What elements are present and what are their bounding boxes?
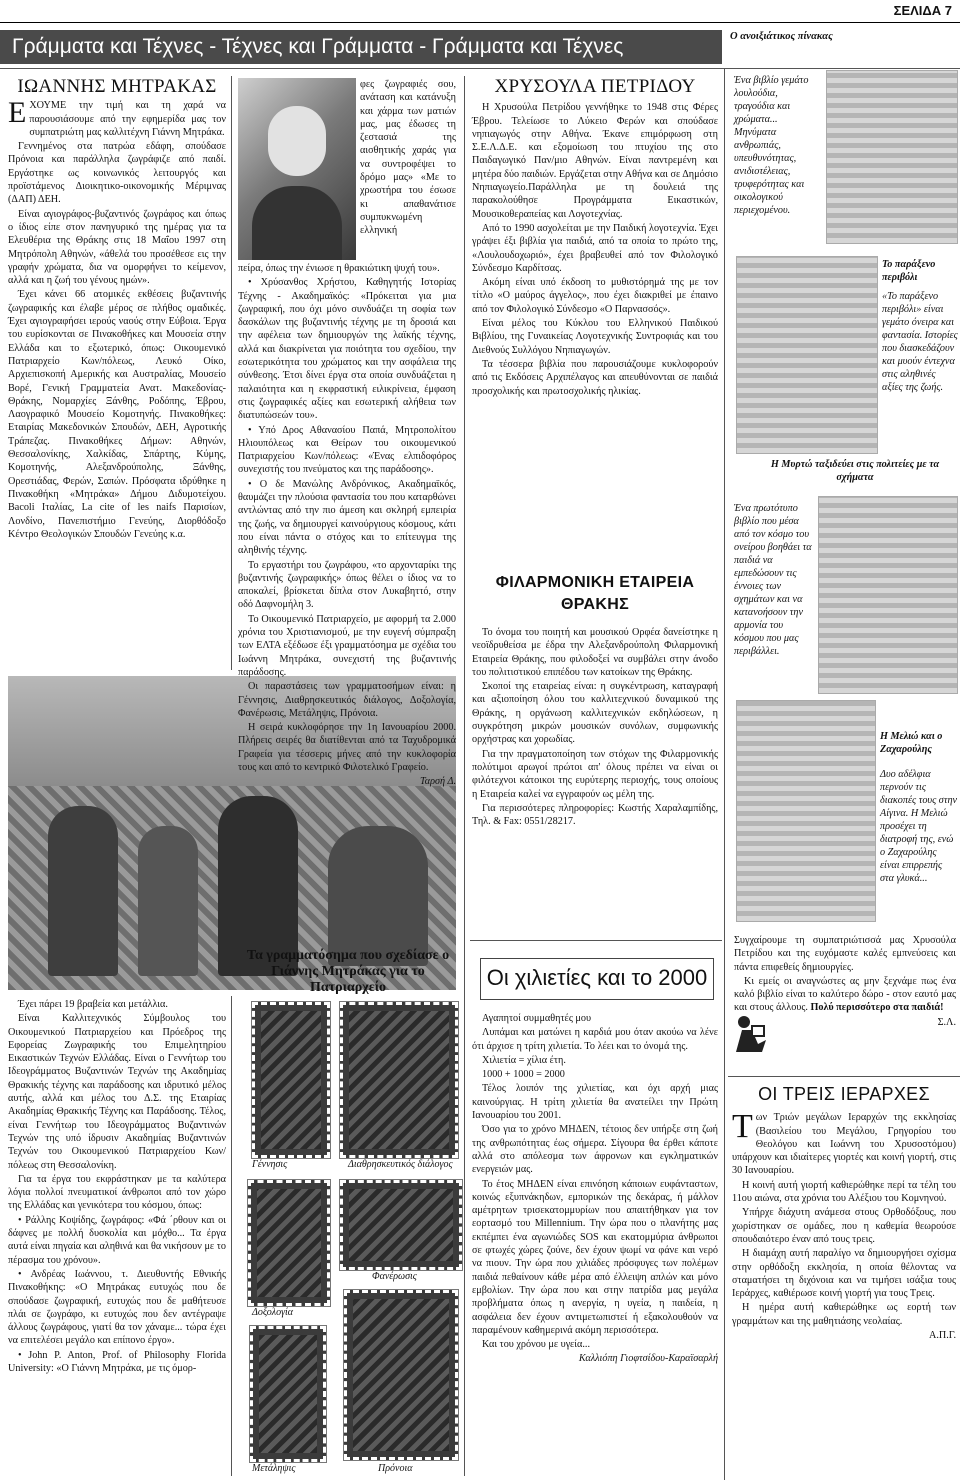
mid-p0-wrap	[360, 78, 456, 239]
philharmonic-p2: Σκοποί της εταιρείας είναι: η συγκέντρωση, καταγραφή και αξιοποίηση όλου του καλλιτεχνικού δυναμικού της Θράκης, η οργάνωση καλλιτεχνικών εκδηλώσεων, η συγκρότηση μικρών μουσικών συνόλων, συμφωνικής ορχήστρας και χορωδίας.	[472, 681, 718, 746]
masthead-rule	[0, 68, 960, 69]
millennium-p2: Λυπάμαι και ματώνει η καρδιά μου όταν ακούω να λένε ότι άρχισε η τρίτη χιλιετία. Το λέει και το όνομά της.	[472, 1027, 718, 1052]
mid-p7: Η σειρά κυκλοφόρησε την 1η Ιανουαρίου 2000. Πλήρεις σειρές θα διατίθενται από τα Ταχυδρομικά Γραφεία για τέσσερις μήνες από την κυκλοφορία τους και από το κεντρικό Φιλοτελικό Γραφείο.	[238, 722, 456, 773]
millennium-p7: Το έτος ΜΗΔΕΝ είναι επινόηση κάποιων ευφάνταστων, κοινώς εξυπνάκηδων, εμπορικών της δεκάρας, ή μάλλον αμέτρητων τρισεκατομμυρίων που απαιτήθηκαν για τον εορτασμό του Millennium. Την ώρα που ο πλανήτης μας εκπέμπει ένα αγωνιώδες SOS και εκατομμύρια άνθρωποι σε φτωχές χώρες ζούνε, δεν έχουν ψωμί να φάνε και νερό να πιουν. Την ώρα που χιλιάδες πρόσφυγες των πολέμων παιδιά πεθαίνουν κάθε μέρα από έλλειψη απλών και μόνο εμβολίων. Την ώρα που και στην πατρίδα μας μεγάλα προβλήματα όπως η ανεργία, η υγεία, η παιδεία, η ασφάλεια δεν έχουν αντιμετωπιστεί ή εξακολουθούν να παραμένουν καθημερινά ακόμη περισσότερα.	[472, 1178, 718, 1336]
hierarchs-p1: ων Τριών μεγάλων Ιεραρχών της εκκλησίας (Βασιλείου του Μεγάλου, Γρηγορίου του Θεολόγου και Ιωάννη του Χρυσοστόμου) υπάρχουν και ιδιαίτερες γιορτές και κοινή γιορτή, στις 30 Ιανουαρίου.	[732, 1112, 956, 1177]
book-cover-1	[826, 70, 958, 244]
caption-fanerosis: Φανέρωσις	[372, 1271, 417, 1282]
mid-p5: Το Οικουμενικό Πατριαρχείο, με αφορμή τα 2.000 χρόνια του Χριστιανισμού, με την ευγενή σύμπραξη των ΕΛΤΑ εξέδωσε έξι γραμματόσημα με σχέδια του Ιωάννη Μητράκα, συνεχιστή της βυζαντινής παράδοσης.	[238, 613, 456, 678]
col-divider-1	[231, 76, 232, 670]
millennium-article	[472, 1012, 718, 1367]
mitrakas-p1: ΧΟΥΜΕ την τιμή και τη χαρά να παρουσιάσουμε από την εφημερίδα μας τον συμπατριώτη μας καλλιτέχνη Γιάννη Μητράκα.	[29, 100, 226, 138]
stamp-dialogos	[340, 1002, 458, 1158]
caption-gennisis: Γέννησις	[252, 1159, 288, 1170]
book1-text: «Το παράξενο περιβόλι» είναι γεμάτο όνειρα και φαντασία. Ιστορίες που διασκεδάζουν και μυούν έντεχνα στις αληθινές αξίες της ζωής.	[882, 291, 958, 393]
caption-doxologia: Δοξολογία	[252, 1307, 294, 1318]
philharmonic-p1: Το όνομα του ποιητή και μουσικού Ορφέα δανείστηκε η νεοϊδρυθείσα με έδρα την Αλεξανδρούπολη Φιλαρμονική Εταιρεία Θράκης, που φιλοδοξεί να συμβάλει στην άνοδο του πολιτιστικού επιπέδου των κατοίκων της Θράκης.	[472, 627, 718, 678]
page-number: ΣΕΛΙΔΑ 7	[893, 3, 952, 18]
row-divider-mid	[470, 940, 722, 941]
mid-sign: Ταρσή Δ.	[420, 776, 456, 788]
book-cover-3	[818, 496, 958, 694]
philharmonic-p3: Για την πραγματοποίηση των στόχων της Φιλαρμονικής πολύτιμοι αρωγοί πρώτοι απ' όλους πρέπει να είναι οι φιλότεχνοι κάτοικοι της ευρύτερης περιοχής, τους οποίους η Εταιρεία καλεί να εγγραφούν ως μέλη της.	[472, 748, 718, 800]
petridou-p5: Τα τέσσερα βιβλία που παρουσιάζουμε κυκλοφορούν από τις Εκδόσεις Αρχιπέλαγος και απευθύνονται σε παιδιά προσχολικής και πρωτοσχολικής ηλικίας.	[472, 358, 718, 397]
mitrakas-p2: Γεννημένος στα πατρώα εδάφη, σπούδασε Πρόνοια και παράλληλα ζωγράφιζε από παιδί. Εργάστηκε ως κοινωνικός λειτουργός και προϊστάμενος Διοικητικο-οικονομικής Μέριμνας (ΔΑΠ) ΔΕΗ.	[8, 141, 226, 206]
mitrakas-title: ΙΩΑΝΝΗΣ ΜΗΤΡΑΚΑΣ	[17, 76, 217, 97]
millennium-title: Οι χιλιετίες και το 2000	[486, 965, 708, 990]
stamps-section	[238, 948, 458, 996]
mitrakas-article-cont	[8, 998, 226, 1376]
millennium-p1: Αγαπητοί συμμαθητές μου	[482, 1013, 591, 1024]
mitrakas-p10: • John P. Anton, Prof. of Philosophy Florida University: «Ο Γιάννη Μητράκα, με τις όμορ-	[8, 1349, 226, 1375]
millennium-title-box	[480, 958, 714, 1000]
mid-column	[238, 262, 456, 790]
caption-pronoia: Πρόνοια	[378, 1463, 413, 1474]
congrats-bold: Πολύ περισσότερο στα παιδιά!	[810, 1002, 944, 1014]
stamp-pronoia	[344, 1290, 458, 1460]
hierarchs-p2: Η κοινή αυτή γιορτή καθιερώθηκε περί τα τέλη του 11ου αιώνα, στα χρόνια του Αλέξιου του Κομνηνού.	[732, 1179, 956, 1205]
book1-title: Το παράξενο περιβόλι	[882, 259, 936, 283]
spring-header: Ο ανοιξιάτικος πίνακας	[730, 31, 833, 42]
hierarchs-title: ΟΙ ΤΡΕΙΣ ΙΕΡΑΡΧΕΣ	[758, 1084, 930, 1104]
book-intro: Ένα βιβλίο γεμάτο λουλούδια, τραγούδια και χρώματα... Μηνύματα ανθρωπιάς, υπευθυνότητας, ανιδιοτέλειας, τρυφερότητας και οικολογικού περιεχομένου.	[734, 75, 809, 216]
mid-p1: • Χρύσανθος Χρήστου, Καθηγητής Ιστορίας Τέχνης - Ακαδημαϊκός: «Πρόκειται για μια ζωγραφική, που όχι μόνο συνδυάζει τη σοφία των δασκάλων της βυζαντινής τέχνης με τη δροσιά και την αφέλεια των δημιουργών της λαϊκής τέχνης, αλλά και διακρίνεται για ποιότητα του σχεδίου, την εσωτερικότητα του χρώματος και την ασφάλεια της σύνθεσης. Έτσι δίνει έργα στα οποία συνδυάζεται η παλαιότητα και η εκφραστική ειλικρίνεια, έμφαση στις ζωγραφικές αξίες και εσωτερική αλήθεια των διατυπώσεών του».	[238, 277, 456, 422]
caption-metalipsis: Μετάληψις	[252, 1463, 296, 1474]
congrats-text: Συγχαίρουμε τη συμπατριώτισσά μας Χρυσούλα Πετρίδου και της ευχόμαστε καλές εμπνεύσεις και πάντα επιφεθείς δημιουργίες.	[734, 935, 956, 973]
book2-text: Ένα πρωτότυπο βιβλίο που μέσα από τον κόσμο του ονείρου βοηθάει τα παιδιά να εμπεδώσουν τις έννοιες των σχημάτων και να κατανοήσουν την αρμονία του κόσμου που μας περιβάλλει.	[734, 503, 812, 657]
hierarchs-p3: Υπήρχε διάχυτη ανάμεσα στους Ορθοδόξους, που χωρίστηκαν σε ομάδες, που η καθεμία θεωρούσε σπουδαιότερο έναν από τους τρεις.	[732, 1207, 956, 1245]
mid-p2: • Υπό Δρος Αθανασίου Παπά, Μητροπολίτου Ηλιουπόλεως και Θείρων του οικουμενικού Πατριαρχείου Κων/πόλεως: «Ένας ελπιδοφόρος συνεχιστής του πνεύματος και της παράδοσης».	[238, 424, 456, 476]
mitrakas-p4: Έχει κάνει 66 ατομικές εκθέσεις βυζαντινής ζωγραφικής και έλαβε μέρος σε πλήθος ομαδικές. Έχει αγιογραφήσει ιερούς ναούς στην Εύβοια. Έργα του ευρίσκονται σε Πινακοθήκες και Μουσεία στην Ελλάδα και το εξωτερικό, όπως: Οικουμενικό Πατριαρχείο Κων/πόλεως, Λευκό Οίκο, Αρχιεπισκοπή Αμερικής και Αυστραλίας, Μουσείο Βορέ, Γενική Γραμματεία Ανατ. Μακεδονίας-Θράκης, Νομαρχίες Ξάνθης, Ροδόπης, Έβρου, Λαογραφικό Μουσείο Κομοτηνής. Πινακοθήκες: Εταιρίας Μακεδονικών Σπουδών, ΔΕΗ, Αγροτικής Τράπεζας. Πινακοθήκες Δήμων: Αθηνών, Θεσσαλονίκης, Χαλκίδας, Σπάρτης, Κύμης, Κομοτηνής, Αλεξανδρούπολης, Ξάνθης, Ορεστιάδας, Φερών, Σαπών. Πρόσφατα ιδρύθηκε η Πινακοθήκη «Μητράκα» Δήμου Διδυμοτείχου. Bacoli Ιταλίας, La cite of les naifs Παρισίων, Λονδίνο, Πανεπιστήμιο Γενεύης, Διορθόδοξο Κέντρο Θεολογικών Σπουδών Γενεύης κ.α.	[8, 289, 226, 540]
book-cover-2	[736, 256, 878, 454]
hierarchs-p5: Η ημέρα αυτή καθιερώθηκε ως εορτή των γραμμάτων και της μαθητιάσης νεολαίας.	[732, 1302, 956, 1327]
petridou-p3: Ακόμη είναι υπό έκδοση το μυθιστόρημά της με τον τίτλο «Ο μαύρος άγγελος», που έχει διακριθεί με έπαινο από τον Φιλολογικό Σύνδεσμο «Ο Παρνασσός».	[472, 277, 718, 315]
stamp-doxologia	[248, 1180, 330, 1306]
philharmonic-article	[472, 572, 718, 829]
hierarchs-sign: Α.Π.Γ.	[928, 1330, 956, 1342]
hierarchs-p4: Η διαμάχη αυτή παραλίγο να δημιουργήσει σχίσμα στην ορθόδοξη εκκλησία, η οποία θέλοντας να σταματήσει τη διχόνοια και να τιμήσει ισάξια τους Ιεράρχες, καθιέρωσε κοινή γιορτή για τους Τρεις.	[732, 1248, 956, 1300]
mitrakas-p8: • Ράλλης Κοψίδης, ζωγράφος: «Φά ΄ρθουν και οι δάφνες με πολλή δυσκολία και μόχθο... Τα έργα αυτά είναι πηγαία και αληθινά και θα νικήσουν με το πέρασμα του χρόνου».	[8, 1214, 226, 1266]
mitrakas-p7: Για τα έργα του εκφράστηκαν με τα καλύτερα λόγια πολλοί πνευματικοί άνθρωποι από τον χώρο της Ελλάδας και γενικότερα του κόσμου, όπως:	[8, 1173, 226, 1212]
philharmonic-title: ΦΙΛΑΡΜΟΝΙΚΗ ΕΤΑΙΡΕΙΑ ΘΡΑΚΗΣ	[495, 574, 695, 613]
masthead-title: Γράμματα και Τέχνες - Τέχνες και Γράμματα - Γράμματα και Τέχνες	[12, 35, 624, 58]
masthead-bar	[0, 30, 722, 64]
millennium-p4: 1000 + 1000 = 2000	[482, 1069, 565, 1081]
book3-title: Η Μελιώ και ο Ζαχαρούλης	[880, 731, 943, 755]
col-divider-2	[464, 76, 465, 1476]
mitrakas-p5: Έχει πάρει 19 βραβεία και μετάλλια.	[18, 999, 168, 1010]
philharmonic-p4: Για περισσότερες πληροφορίες: Κωστής Χαραλαμπίδης, Τηλ. & Fax: 0551/28217.	[472, 802, 718, 828]
millennium-p8: Και του χρόνου με υγεία...	[482, 1339, 591, 1351]
mitrakas-p6: Είναι Καλλιτεχνικός Σύμβουλος του Οικουμενικού Πατριαρχείου και Πρόεδρος της Εφορείας Ζωγραφικής του Επιμελητηρίου Εικαστικών Τεχνών Ελλάδας. Είναι ο Γεννήτωρ του Ιδεογράμματος Βυζαντινών Τεχνών της Ακαδημίας Θρακικής τέχνης και παράδοσης και ιδρυτικό μέλος αυτής, αλλά και μέλος του Δ.Σ. της Εταιρίας Ακαδημίας Θρακικής Τέχνης και Παράδοσης. Τέλος, είναι Γεννήτωρ του Ιδεογράμματος Βυζαντινών Τεχνών της υπό ίδρυσιν Ακαδημίας Βυζαντινών Τεχνών του Οικουμενικού Πατριαρχείου Κων/πόλεως στη Θεσσαλονίκη.	[8, 1013, 226, 1171]
hierarchs-dropcap: Τ	[732, 1108, 753, 1146]
book2-title: Η Μυρτώ ταξιδεύει στις πολιτείες με τα σχήματα	[770, 459, 940, 483]
book-cover-4	[736, 700, 876, 922]
petridou-p4: Είναι μέλος του Κύκλου του Ελληνικού Παιδικού Βιβλίου, της Γυναικείας Λογοτεχνικής Συντροφιάς και του Διεθνούς Συλλόγου Νηπιαγωγών.	[472, 318, 718, 356]
mid-p0: φες ζωγραφιές σου, ανάταση και κατάνυξη και χάρμα των ματιών μας, μας έδωσες τη ζεστασιά της αισθητικής χαράς για να συντροφέψει το δρόμο μας» «Με το χρωστήρα του έσωσε κι απαθανάτισε συμπυκνωμένη ελληνική	[360, 79, 456, 237]
mid-p0b: πείρα, όπως την ένιωσε η θρακιώτικη ψυχή του».	[238, 263, 440, 274]
book3-text: Δυο αδέλφια περνούν τις διακοπές τους στην Αίγινα. Η Μελιώ προσέχει τη διατροφή της, ενώ ο Ζαχαρούλης είναι επιρρεπής στα γλυκά...	[880, 769, 958, 884]
mid-p4: Το εργαστήρι του ζωγράφου, «το αρχονταρίκι της βυζαντινής ζωγραφικής» όπως θέλει ο ίδιος να το αποκαλεί, βρίσκεται δίπλα στον Λυκαβηττό, στην οδό Δαφνομήλη 3.	[238, 559, 456, 611]
petridou-p1: Η Χρυσούλα Πετρίδου γεννήθηκε το 1948 στις Φέρες Έβρου. Τελείωσε το Λύκειο Φερών και σπούδασε νηπιαγωγός στην Αθήνα. Έκανε επιμόρφωση στη Σ.Ε.Λ.Δ.Ε. και εξομοίωση του πτυχίου της στο Παιδαγωγικό Παν/μιο Αθηνών. Είναι παντρεμένη και μητέρα δύο παιδιών. Εργάζεται στην Αθήνα και σε Δημόσιο Νηπιαγωγείο.Παράλληλα με τη δουλειά της παρακολούθησε Προγράμματα Εικαστικών, Μουσικοθεραπείας και Λογοτεχνίας.	[472, 102, 718, 220]
mitrakas-portrait	[238, 78, 356, 260]
mitrakas-article	[8, 76, 226, 542]
stamps-title: Τα γραμματόσημα που σχεδίασε ο Γιάννης Μητράκας για το Πατριαρχείο	[246, 948, 450, 995]
millennium-p6: Όσο για το χρόνο ΜΗΔΕΝ, τέτοιος δεν υπήρξε στη ζωή της ανθρωπότητας έως σήμερα. Σίγουρα θα έρθει κάποτε αλλά στο απόλεσμα των άφρονων και εγκληματικών ενεργειών μας.	[472, 1124, 718, 1176]
mid-p3: • Ο δε Μανώλης Ανδρόνικος, Ακαδημαϊκός, θαυμάζει την πλούσια φαντασία του που καταρθώνει αντλώντας από την πιο άμεση και σκληρή εμπειρία της ζωής, να δημιουργεί καινούργιους κόσμους, κάτι που είναι πάντα ο στόχος και το επίτευγμα της αληθινής τέχνης.	[238, 478, 456, 557]
col-divider-3	[724, 68, 725, 1480]
caption-dialogos: Διαθρησκευτικός διάλογος	[348, 1159, 453, 1170]
mitrakas-p3: Είναι αγιογράφος-βυζαντινός ζωγράφος και όπως ο ίδιος είπε στον πανηγυρικό της ημέρας για τα Ελευθέρια της Θράκης στις 18 Μαΐου 1997 στη Μητρόπολη Αθηνών, «άθελά του προσέθεσε εις την γραφήν χρώματα, δια να ομορφήνει το κείμενον, αλλά και η ζωή του γένους ημών».	[8, 208, 226, 287]
top-rule	[0, 22, 960, 23]
hierarchs-article	[732, 1084, 956, 1343]
col-divider-1b	[231, 996, 232, 1476]
reading-child-icon	[732, 1014, 768, 1054]
mitrakas-dropcap: Ε	[8, 96, 27, 130]
congrats-text-2: Κι εμείς οι αναγνώστες ας μην ξεχνάμε πως ένα καλό βιβλίο είναι το καλύτερο δώρο - στον εαυτό μας και στους άλλους.	[734, 975, 956, 1014]
mitrakas-p9: • Ανδρέας Ιωάννου, τ. Διευθυντής Εθνικής Πινακοθήκης: «Ο Μητράκας ευτυχώς που δε σπούδασε ζωγραφική, ευτυχώς που δε μαθήτευσε πλάι σε ζωγράφο, κι ευτυχώς που δεν αντέγραψε άλλους ζωγράφους, γιατί θα τον χάναμε... τώρα έχει να επιτελέσει μεγάλο και επίπονο έργο».	[8, 1268, 226, 1347]
petridou-p2: Από το 1990 ασχολείται με την Παιδική λογοτεχνία. Έχει γράψει έξι βιβλία για παιδιά, από τα οποία το πρώτο της, «Λουλουδοχωριό», έχει βραβευθεί από τον Φιλολογικό Σύνδεσμο Καρδίτσας.	[472, 222, 718, 274]
millennium-p3: Χιλιετία = χίλια έτη.	[482, 1054, 566, 1066]
stamp-metalipsis	[250, 1326, 326, 1462]
stamp-gennisis	[252, 1002, 330, 1158]
stamp-fanerosis	[340, 1180, 462, 1270]
row-divider-right	[728, 1076, 960, 1077]
petridou-title: ΧΡΥΣΟΥΛΑ ΠΕΤΡΙΔΟΥ	[494, 76, 696, 97]
millennium-p5: Τέλος λοιπόν της χιλιετίας, και όχι αρχή μιας καινούργιας. Η τρίτη χιλιετία θα ανατείλει την Πρώτη Ιανουαρίου του 2001.	[472, 1083, 718, 1122]
millennium-sign: Καλλιόπη Γιοφτσίδου-Καραϊσαρλή	[578, 1353, 718, 1365]
petridou-article	[472, 76, 718, 399]
congrats-sign: Σ.Λ.	[937, 1016, 956, 1028]
mid-p6: Οι παραστάσεις των γραμματοσήμων είναι: η Γέννησις, Διαθρησκευτικός διάλογος, Δοξολογία, Φανέρωσις, Μετάληψις, Πρόνοια.	[238, 681, 456, 719]
